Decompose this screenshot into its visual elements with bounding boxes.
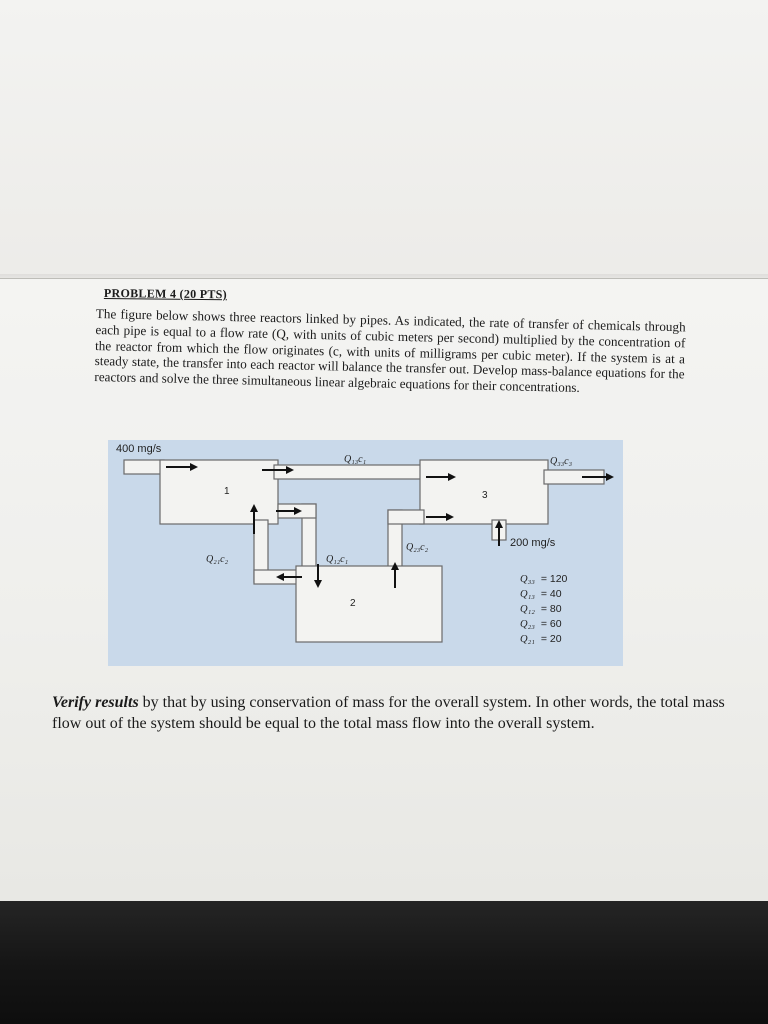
- svg-text:Q₁₂ = 80: [520, 603, 562, 615]
- reactor-3-label: 3: [482, 490, 488, 501]
- q33-label: Q₃₃c₃: [550, 456, 573, 467]
- flow-q23-value: = 60: [540, 618, 562, 630]
- flow-q12-label: Q₁₂: [520, 604, 535, 615]
- background-sheet: [0, 0, 768, 300]
- flow-q13-label: Q₁₃: [520, 589, 535, 600]
- inlet-pipe-1: [124, 460, 164, 474]
- verify-rest: by that by using conservation of mass for the overall system. In other words, the total mass flow out of the system should be equal to the total mass flow into the overall system.: [52, 694, 725, 732]
- svg-text:Q₁₃ = 40: [520, 588, 562, 600]
- flow-q21-label: Q₂₁: [520, 634, 535, 645]
- verify-lead: Verify results: [52, 694, 139, 711]
- inflow-3-label: 200 mg/s: [510, 537, 556, 549]
- flow-q21-value: = 20: [540, 633, 562, 645]
- verify-paragraph: [52, 692, 742, 734]
- q23-label: Q₂₃c₂: [406, 542, 429, 553]
- flow-values-list: [520, 573, 568, 645]
- flow-q13-value: = 40: [540, 588, 562, 600]
- svg-text:Q₃₃ = 120: [520, 573, 568, 585]
- flow-q33-value: = 120: [540, 573, 568, 585]
- q13-label: Q₁₃c₁: [344, 454, 367, 465]
- q21-label: Q₂₁c₂: [206, 554, 229, 565]
- reactor-1-label: 1: [224, 486, 230, 497]
- pipe-13: [274, 465, 422, 479]
- pipe-23-top: [388, 510, 424, 524]
- problem-paragraph: The figure below shows three reactors linked by pipes. As indicated, the rate of transfer of chemicals through each pipe is equal to a flow rate (Q, with units of cubic meters per second) multiplied by the concentration of the reactor from which the flow originates (c, with units of milligrams per cubic meter). If the system is at a steady state, the transfer into each reactor will balance the transfer out. Develop mass-balance equations for the reactors and solve the three simultaneous linear algebraic equations for their concentrations.: [94, 306, 686, 396]
- flow-q33-label: Q₃₃: [520, 574, 535, 585]
- reactor-2-label: 2: [350, 598, 356, 609]
- svg-text:Q₂₃ = 60: [520, 618, 562, 630]
- reactor-diagram: [108, 440, 623, 666]
- table-surface: [0, 880, 768, 1024]
- inflow-1-label: 400 mg/s: [116, 443, 162, 455]
- svg-text:Q₂₁ = 20: [520, 633, 562, 645]
- flow-q23-label: Q₂₃: [520, 619, 535, 630]
- problem-title: PROBLEM 4 (20 PTS): [103, 286, 228, 302]
- flow-q12-value: = 80: [540, 603, 562, 615]
- reactor-1: [160, 460, 278, 524]
- q12-label: Q₁₂c₁: [326, 554, 349, 565]
